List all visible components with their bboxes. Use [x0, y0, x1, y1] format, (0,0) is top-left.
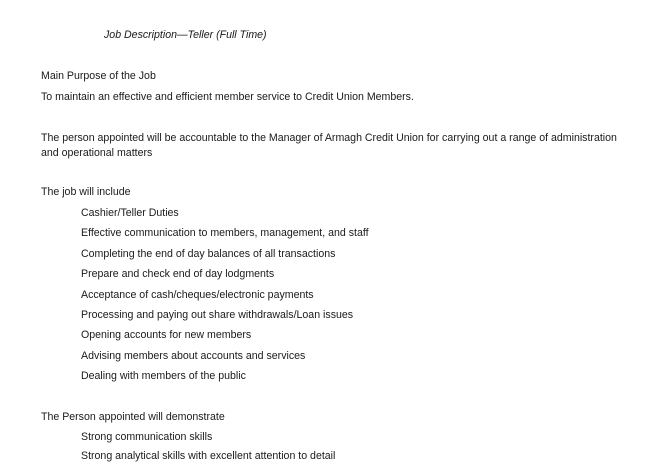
demonstrate-heading: The Person appointed will demonstrate — [41, 411, 225, 423]
job-includes-item: Opening accounts for new members — [81, 329, 252, 341]
accountability-paragraph: The person appointed will be accountable to the Manager of Armagh Credit Union for carrying out a range of administration and operational matters — [41, 132, 617, 159]
job-includes-heading: The job will include — [41, 186, 131, 198]
job-includes-item: Advising members about accounts and services — [81, 350, 306, 362]
job-includes-item: Completing the end of day balances of all transactions — [81, 248, 336, 260]
document-title: Job Description—Teller (Full Time) — [104, 29, 267, 41]
job-includes-item: Dealing with members of the public — [81, 370, 246, 382]
purpose-text: To maintain an effective and efficient member service to Credit Union Members. — [41, 91, 414, 103]
demonstrate-item: Strong communication skills — [81, 431, 213, 443]
job-includes-item: Cashier/Teller Duties — [81, 207, 179, 219]
job-includes-item: Effective communication to members, management, and staff — [81, 227, 369, 239]
purpose-heading: Main Purpose of the Job — [41, 70, 156, 82]
job-includes-item: Acceptance of cash/cheques/electronic payments — [81, 289, 314, 301]
job-includes-item: Prepare and check end of day lodgments — [81, 268, 275, 280]
job-includes-item: Processing and paying out share withdrawals/Loan issues — [81, 309, 354, 321]
demonstrate-item: Strong analytical skills with excellent attention to detail — [81, 450, 336, 462]
